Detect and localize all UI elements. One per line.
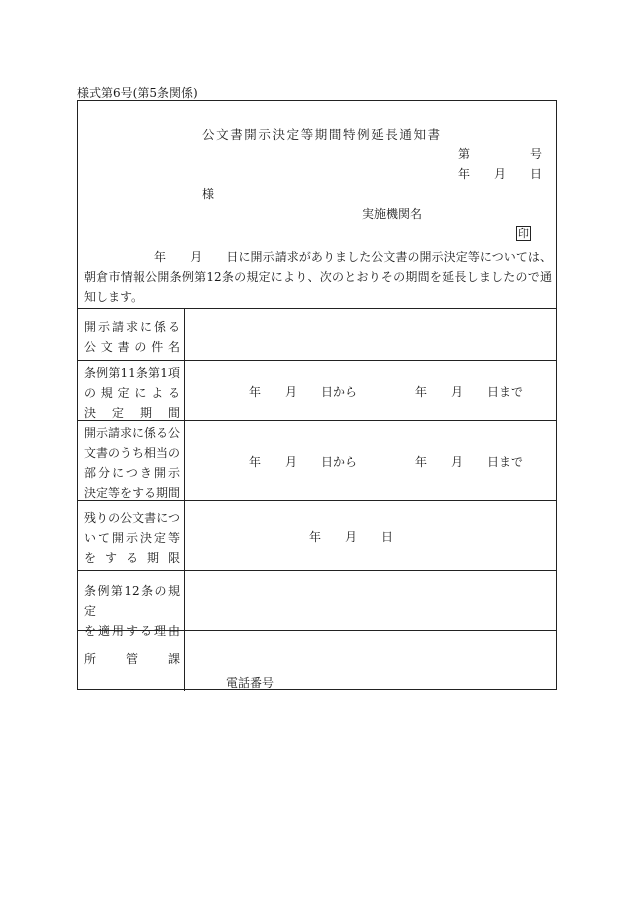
doc-number-prefix: 第 [458, 147, 471, 161]
from-month: 月 [285, 455, 298, 469]
row-label-document-title: 開示請求に係る 公文書の件名 [84, 320, 180, 354]
table-top-border [78, 308, 556, 309]
to-day: 日まで [487, 385, 524, 399]
row-label-decision-period: 条例第11条第1項 の規定による 決定期間 [84, 366, 180, 420]
from-month: 月 [285, 385, 298, 399]
notice-body-text: 年 月 日に開示請求がありました公文書の開示決定等については、朝倉市情報公開条例第12条の規定により、次のとおりその期間を延長しましたので通知します。 [84, 250, 552, 304]
from-day: 日から [321, 385, 358, 399]
row-label-remaining-deadline: 残りの公文書につ いて開示決定等 をする期限 [84, 511, 180, 565]
from-day: 日から [321, 455, 358, 469]
row-label-responsible-section: 所管課 [84, 652, 180, 666]
deadline-year: 年 [309, 530, 322, 544]
column-divider [184, 308, 185, 691]
form-number-label: 様式第6号(第5条関係) [77, 86, 198, 100]
document-title: 公文書開示決定等期間特例延長通知書 [202, 127, 442, 142]
doc-date-month: 月 [494, 167, 507, 181]
row-label-extension-reason: 条例第12条の規定 を適用する理由 [84, 584, 180, 638]
doc-date-year: 年 [458, 167, 471, 181]
from-year: 年 [249, 455, 262, 469]
deadline-day: 日 [381, 530, 394, 544]
deadline-month: 月 [345, 530, 358, 544]
to-year: 年 [415, 455, 428, 469]
addressee-suffix: 様 [202, 187, 215, 201]
phone-number-label: 電話番号 [226, 676, 275, 690]
to-year: 年 [415, 385, 428, 399]
doc-number-suffix: 号 [530, 147, 543, 161]
row-divider [78, 570, 556, 571]
agency-name-label: 実施機関名 [362, 207, 423, 221]
doc-date-day: 日 [530, 167, 543, 181]
to-month: 月 [451, 385, 464, 399]
row-divider [78, 360, 556, 361]
from-year: 年 [249, 385, 262, 399]
to-day: 日まで [487, 455, 524, 469]
row-label-partial-disclosure-period: 開示請求に係る公 文書のうち相当の 部分につき開示 決定等をする期間 [84, 426, 181, 500]
seal-mark: 印 [518, 227, 529, 240]
to-month: 月 [451, 455, 464, 469]
notice-form [77, 100, 557, 690]
